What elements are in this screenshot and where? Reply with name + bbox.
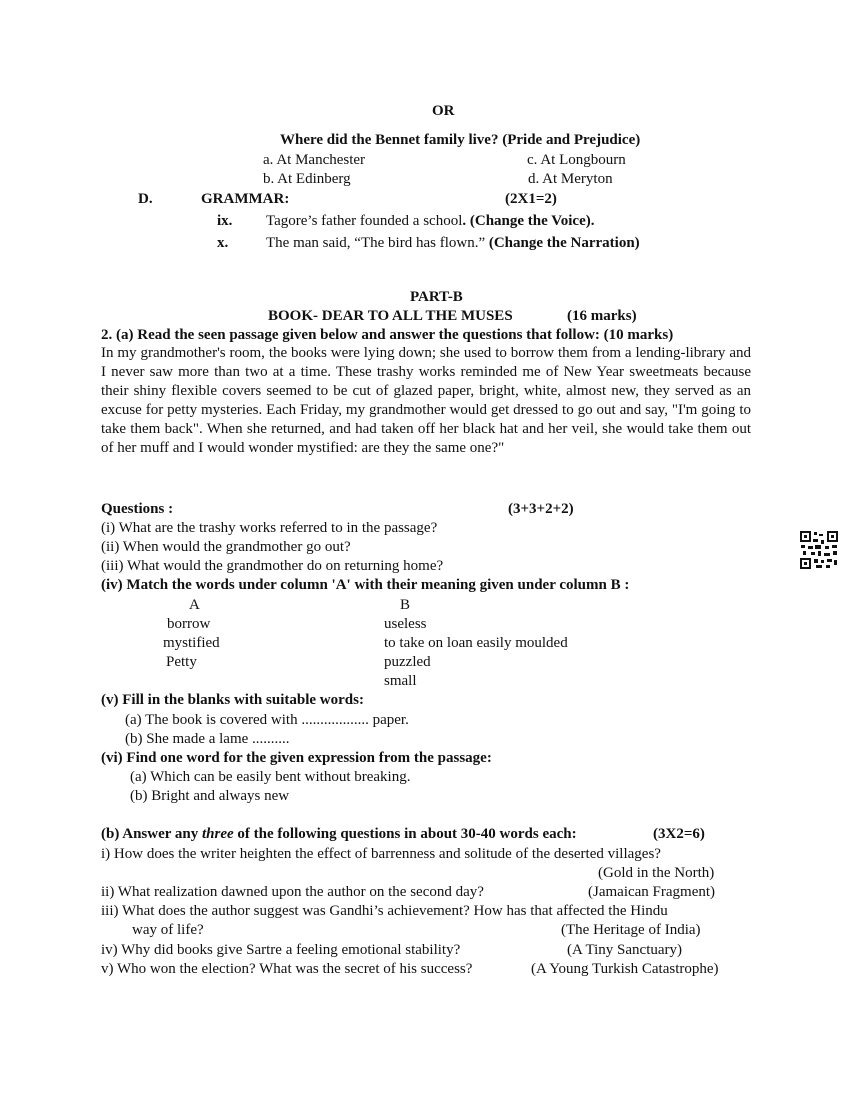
question-v-b: (b) She made a lame .......... bbox=[125, 731, 290, 747]
bennet-question: Where did the Bennet family live? (Pride and Prejudice) bbox=[280, 132, 641, 148]
qr-code-icon bbox=[799, 530, 839, 570]
questions-label: Questions : bbox=[101, 501, 174, 517]
q2b-heading-pre: (b) Answer any bbox=[101, 826, 202, 842]
q2b-question-2: ii) What realization dawned upon the author on the second day? bbox=[101, 884, 484, 900]
q2b-question-5-source: (A Young Turkish Catastrophe) bbox=[531, 961, 719, 977]
grammar-title: GRAMMAR: bbox=[201, 191, 290, 207]
question-iii: (iii) What would the grandmother do on returning home? bbox=[101, 558, 444, 574]
question-vi-a: (a) Which can be easily bent without breaking. bbox=[130, 769, 411, 785]
q2b-question-5: v) Who won the election? What was the secret of his success? bbox=[101, 961, 473, 977]
column-b-meaning: puzzled bbox=[384, 654, 431, 670]
question-v: (v) Fill in the blanks with suitable words: bbox=[101, 692, 364, 708]
q2b-question-3-continued: way of life? bbox=[132, 922, 204, 938]
question-iv: (iv) Match the words under column 'A' with their meaning given under column B : bbox=[101, 577, 630, 593]
q2b-question-3-source: (The Heritage of India) bbox=[561, 922, 701, 938]
q2b-question-3: iii) What does the author suggest was Gandhi’s achievement? How has that affected the Hindu bbox=[101, 903, 668, 919]
question-vi-b: (b) Bright and always new bbox=[130, 788, 290, 804]
q2b-heading-emphasis: three bbox=[202, 826, 234, 842]
q2b-question-1: i) How does the writer heighten the effect of barrenness and solitude of the deserted villages? bbox=[101, 846, 661, 862]
grammar-marks: (2X1=2) bbox=[505, 191, 557, 207]
bennet-option-d: d. At Meryton bbox=[528, 171, 613, 187]
book-title: BOOK- DEAR TO ALL THE MUSES bbox=[268, 308, 513, 324]
grammar-item-instruction: . (Change the Voice). bbox=[462, 213, 595, 229]
bennet-option-c: c. At Longbourn bbox=[527, 152, 626, 168]
q2a-heading: 2. (a) Read the seen passage given below and answer the questions that follow: (10 marks) bbox=[101, 327, 674, 343]
question-vi: (vi) Find one word for the given expression from the passage: bbox=[101, 750, 492, 766]
column-a-word: mystified bbox=[163, 635, 220, 651]
question-v-a: (a) The book is covered with .................. paper. bbox=[125, 712, 409, 728]
q2b-heading bbox=[101, 825, 577, 844]
questions-marks: (3+3+2+2) bbox=[508, 501, 574, 517]
grammar-item bbox=[266, 212, 594, 231]
column-a-word: borrow bbox=[167, 616, 211, 632]
grammar-section-letter: D. bbox=[138, 191, 153, 207]
question-i: (i) What are the trashy works referred to in the passage? bbox=[101, 520, 438, 536]
grammar-item-instruction: (Change the Narration) bbox=[485, 235, 640, 251]
passage bbox=[101, 344, 751, 458]
grammar-item bbox=[266, 234, 640, 253]
q2b-question-1-source: (Gold in the North) bbox=[598, 865, 715, 881]
column-b-meaning: small bbox=[384, 673, 417, 689]
or-label: OR bbox=[432, 103, 455, 119]
part-b-title: PART-B bbox=[410, 289, 463, 305]
column-a-word: Petty bbox=[166, 654, 197, 670]
question-ii: (ii) When would the grandmother go out? bbox=[101, 539, 351, 555]
q2b-heading-post: of the following questions in about 30-40 words each: bbox=[233, 826, 577, 842]
column-b-header: B bbox=[400, 597, 411, 613]
grammar-item-number: ix. bbox=[217, 213, 233, 229]
book-marks: (16 marks) bbox=[567, 308, 637, 324]
grammar-item-number: x. bbox=[217, 235, 229, 251]
bennet-option-b: b. At Edinberg bbox=[263, 171, 351, 187]
q2b-question-4: iv) Why did books give Sartre a feeling emotional stability? bbox=[101, 942, 461, 958]
grammar-item-text: Tagore’s father founded a school bbox=[266, 213, 463, 229]
column-b-meaning: to take on loan easily moulded bbox=[384, 635, 568, 651]
q2b-marks: (3X2=6) bbox=[653, 826, 705, 842]
grammar-item-text: The man said, “The bird has flown.” bbox=[266, 235, 486, 251]
passage-text: In my grandmother's room, the books were lying down; she used to borrow them from a lending-library and I never saw more than two at a time. These trashy works reminded me of New Year sweetmeats because their shiny flexible covers seemed to be cut of glazed paper, bright, white, almost new, they served as an excuse for petty mysteries. Each Friday, my grandmother would get dressed to go out and say, "I'm going to take them back". When she returned, and had taken off her black hat and her veil, she would take them out of her muff and I would wonder mystified: are they the same one?" bbox=[101, 345, 751, 456]
q2b-question-4-source: (A Tiny Sanctuary) bbox=[567, 942, 683, 958]
q2b-question-2-source: (Jamaican Fragment) bbox=[588, 884, 716, 900]
column-a-header: A bbox=[189, 597, 200, 613]
bennet-option-a: a. At Manchester bbox=[263, 152, 366, 168]
column-b-meaning: useless bbox=[384, 616, 427, 632]
